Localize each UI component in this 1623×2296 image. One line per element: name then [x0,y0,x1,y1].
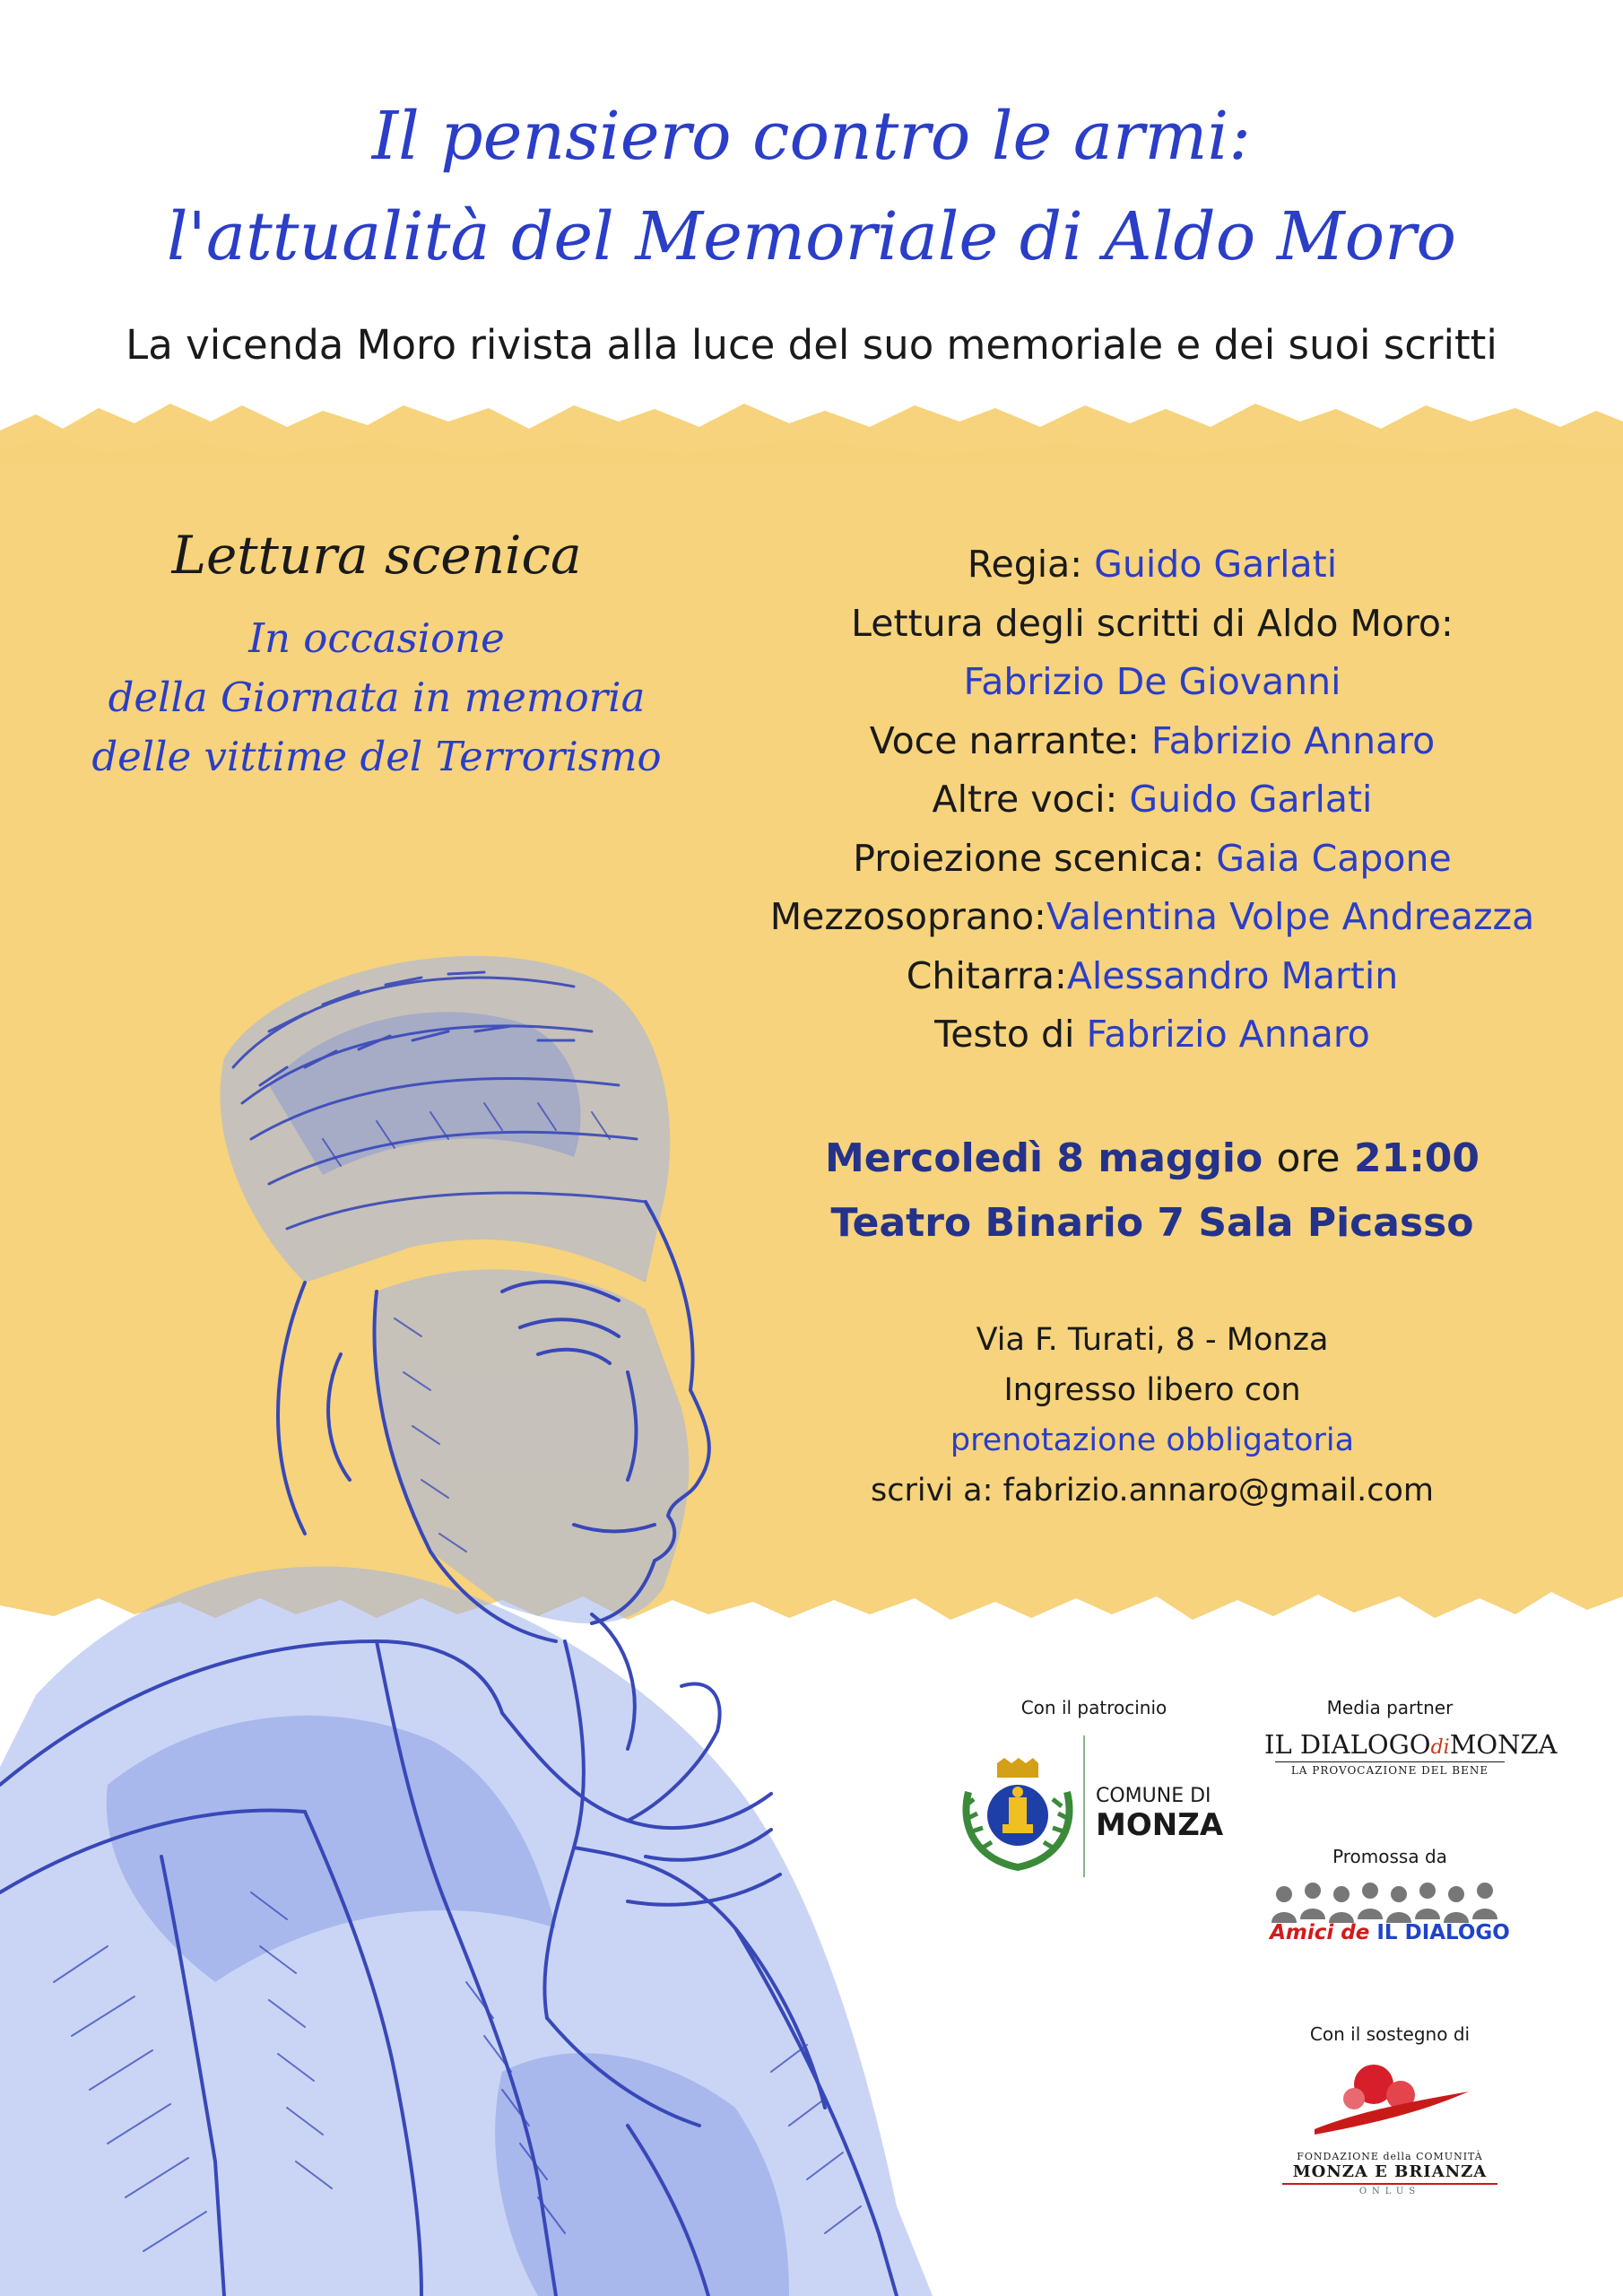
credit-regia: Regia: Guido Garlati [967,543,1338,586]
poster-title [36,86,1587,287]
media-partner-caption: Media partner [1326,1697,1454,1718]
patronage-caption: Con il patrocinio [1020,1697,1167,1718]
dialogo-logo: IL DIALOGOdiMONZA LA PROVOCAZIONE DEL BENE [1264,1729,1558,1777]
event-place: Teatro Binario 7 Sala Picasso [830,1200,1474,1246]
comune-divider [1083,1735,1085,1877]
venue-address: Via F. Turati, 8 - Monza [976,1322,1329,1358]
poster-subtitle: La vicenda Moro rivista alla luce del suo memoriale e dei suoi scritti [126,321,1497,369]
occasion-line-3: delle vittime del Terrorismo [91,733,662,780]
left-column [63,525,690,787]
occasion-line-1: In occasione [248,614,505,662]
credit-voce: Voce narrante: Fabrizio Annaro [869,718,1436,762]
venue-booking: prenotazione obbligatoria [950,1422,1355,1458]
occasion-text [63,609,690,787]
reading-label: Lettura scenica [171,525,582,586]
support-caption: Con il sostegno di [1309,2023,1471,2045]
promoted-caption: Promossa da [1332,1846,1447,1867]
venue-entry: Ingresso libero con [1003,1372,1301,1408]
fondazione-text: FONDAZIONE della COMUNITÀ MONZA E BRIANZA ONLUS [1282,2151,1497,2196]
credit-mezzosoprano: Mezzosoprano:Valentina Volpe Andreazza [769,895,1535,938]
event-datetime: Mercoledì 8 maggio ore 21:00 [824,1135,1480,1181]
portrait-sketch [0,906,950,2296]
fondazione-logo-icon [1311,2059,1472,2149]
credit-lettura: Lettura degli scritti di Aldo Moro: [851,601,1454,645]
credit-chitarra: Chitarra:Alessandro Martin [906,953,1399,997]
amici-logo: Amici de IL DIALOGO [1266,1878,1514,1953]
venue-contact[interactable]: scrivi a: fabrizio.annaro@gmail.com [870,1473,1435,1509]
credit-lettura-name: Fabrizio De Giovanni [963,660,1341,703]
occasion-line-2: della Giornata in memoria [108,674,646,721]
people-silhouettes-icon [1266,1878,1514,1923]
comune-crest-icon [959,1756,1076,1873]
title-line-1: Il pensiero contro le armi: [371,98,1252,175]
title-line-2: l'attualità del Memoriale di Aldo Moro [166,198,1457,275]
credit-proiezione: Proiezione scenica: Gaia Capone [853,836,1452,880]
comune-logo: COMUNE DI MONZA [1096,1785,1224,1843]
credit-altre: Altre voci: Guido Garlati [932,778,1373,821]
credit-testo: Testo di Fabrizio Annaro [934,1013,1370,1056]
